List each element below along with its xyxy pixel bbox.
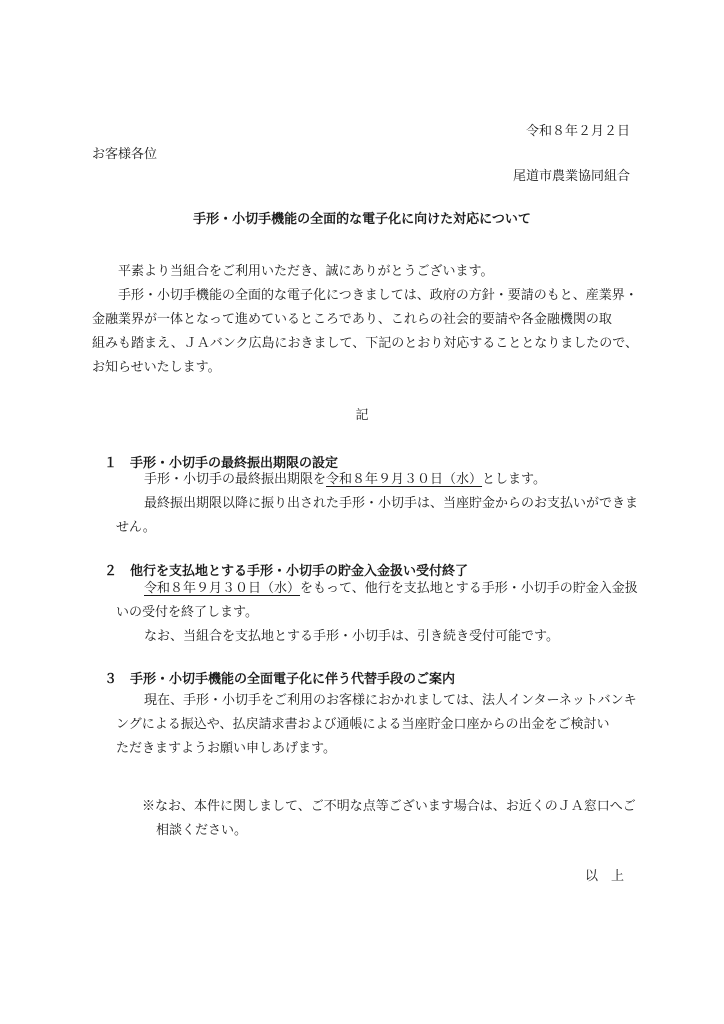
text: とします。 — [482, 472, 546, 487]
document-date: 令和８年２月２日 — [525, 124, 630, 139]
intro-line: 組みも踏まえ、ＪＡバンク広島におきまして、下記のとおり対応することとなりましたので、 — [92, 336, 639, 351]
closing-mark: 以 上 — [584, 869, 624, 884]
section-number: ３ — [104, 672, 118, 687]
document-title: 手形・小切手機能の全面的な電子化に向けた対応について — [193, 212, 531, 227]
section-line: いの受付を終了します。 — [116, 605, 258, 620]
section-line: 最終振出期限以降に振り出された手形・小切手は、当座貯金からのお支払いができま — [144, 496, 639, 511]
section-line: ただきますようお願い申しあげます。 — [116, 741, 336, 756]
section-line — [144, 471, 546, 489]
section-line — [144, 580, 638, 598]
note-line: 相談ください。 — [156, 823, 248, 838]
section-heading: 手形・小切手の最終振出期限の設定 — [130, 456, 339, 471]
ki-marker: 記 — [355, 408, 369, 423]
deadline-date: 令和８年９月３０日（水） — [144, 581, 301, 596]
text: 手形・小切手の最終振出期限を — [144, 472, 327, 487]
intro-line: 平素より当組合をご利用いただき、誠にありがとうございます。 — [118, 264, 494, 279]
note-line: ※なお、本件に関しまして、ご不明な点等ございます場合は、お近くのＪＡ窓口へご — [142, 799, 636, 814]
text: をもって、他行を支払地とする手形・小切手の貯金入金扱 — [300, 581, 638, 596]
intro-line: 手形・小切手機能の全面的な電子化につきましては、政府の方針・要請のもと、産業界・ — [118, 288, 638, 303]
section-heading: 他行を支払地とする手形・小切手の貯金入金扱い受付終了 — [130, 564, 469, 579]
section-line: 現在、手形・小切手をご利用のお客様におかれましては、法人インターネットバンキ — [144, 693, 637, 708]
section-number: １ — [104, 456, 118, 471]
section-line: なお、当組合を支払地とする手形・小切手は、引き続き受付可能です。 — [144, 629, 559, 644]
section-line: ングによる振込や、払戻請求書および通帳による当座貯金口座からの出金をご検討い — [116, 717, 610, 732]
sender-organization: 尾道市農業協同組合 — [512, 169, 630, 184]
deadline-date: 令和８年９月３０日（水） — [326, 472, 483, 487]
section-line: せん。 — [116, 520, 156, 535]
section-number: ２ — [104, 564, 118, 579]
intro-line: 金融業界が一体となって進めているところであり、これらの社会的要請や各金融機関の取 — [92, 312, 612, 327]
recipient: お客様各位 — [92, 147, 158, 162]
section-heading: 手形・小切手機能の全面電子化に伴う代替手段のご案内 — [130, 672, 456, 687]
intro-line: お知らせいたします。 — [92, 360, 221, 375]
